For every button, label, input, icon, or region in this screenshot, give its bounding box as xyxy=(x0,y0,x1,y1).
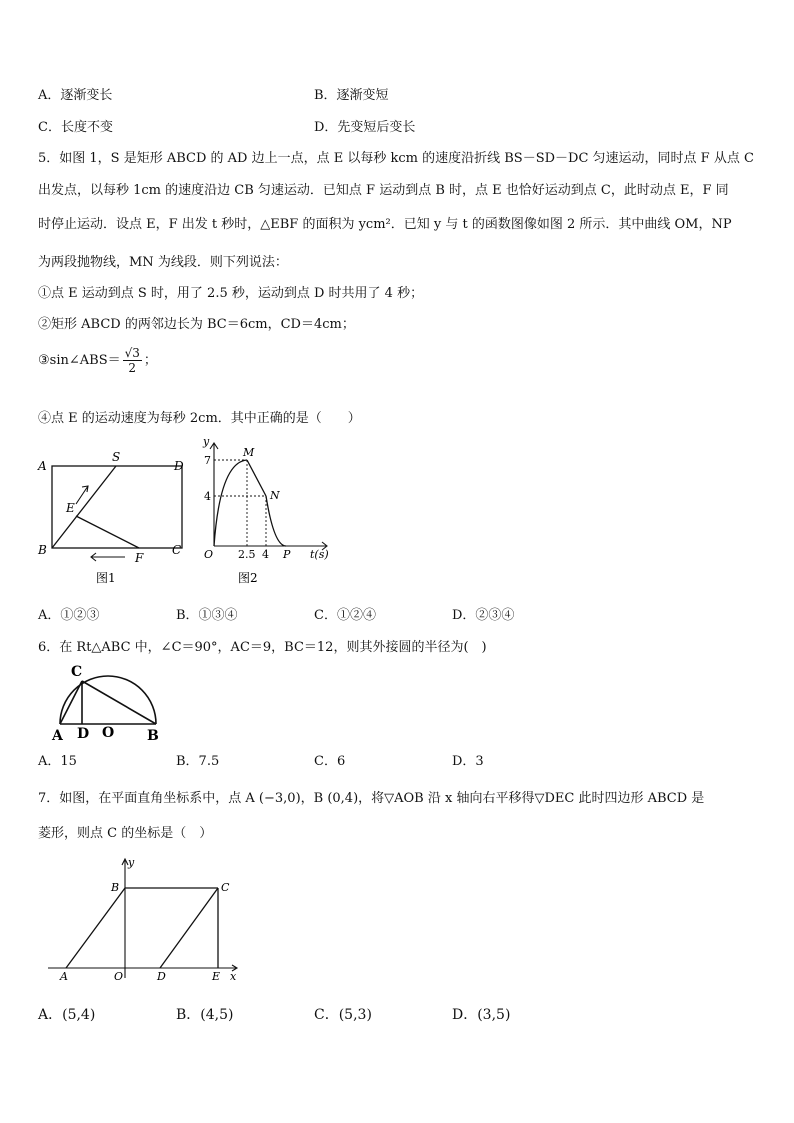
q5-option-c: C．①②④ xyxy=(314,608,376,623)
segment-mn xyxy=(247,460,266,496)
label-t: t(s) xyxy=(310,548,329,561)
q4-option-c: C．长度不变 xyxy=(38,120,113,135)
tick-7: 7 xyxy=(204,454,211,467)
q5-stem-line-2: 出发点，以每秒 1cm 的速度沿边 CB 匀速运动．已知点 F 运动到点 B 时，点 E 也恰好运动到点 C，此时动点 E，F 同 xyxy=(38,183,729,198)
q5-statement-2: ②矩形 ABCD 的两邻边长为 BC＝6cm，CD＝4cm； xyxy=(38,317,355,332)
label-m: M xyxy=(243,446,255,459)
q5-option-b: B．①③④ xyxy=(176,608,238,623)
label-y: y xyxy=(128,856,135,869)
q7-option-a: A．(5,4) xyxy=(38,1007,96,1023)
curve-np xyxy=(266,496,286,546)
q6-option-a: A．15 xyxy=(38,754,77,769)
q7-option-c: C．(5,3) xyxy=(314,1007,372,1023)
label-x: x xyxy=(230,970,237,983)
q4-option-d: D．先变短后变长 xyxy=(314,120,416,135)
sqrt3-over-2-fraction xyxy=(123,346,142,375)
q5-stem-line-4: 为两段抛物线，MN 为线段．则下列说法： xyxy=(38,255,288,270)
q5-option-d: D．②③④ xyxy=(452,608,515,623)
q5-statement-3-suffix: ； xyxy=(143,353,157,368)
q6-stem: 6．在 Rt△ABC 中，∠C＝90°，AC＝9，BC＝12，则其外接圆的半径为( ) xyxy=(38,640,487,655)
q5-figure-1 xyxy=(34,446,194,592)
q7-figure xyxy=(40,854,250,984)
q5-statement-4: ④点 E 的运动速度为每秒 2cm．其中正确的是（ ） xyxy=(38,411,361,426)
segment-ef xyxy=(76,516,139,548)
q5-statement-1: ①点 E 运动到点 S 时，用了 2.5 秒，运动到点 D 时共用了 4 秒； xyxy=(38,286,424,301)
label-f: F xyxy=(135,551,144,565)
segment-ac xyxy=(60,681,82,724)
label-c: C xyxy=(221,881,230,894)
q4-option-b: B．逐渐变短 xyxy=(314,88,389,103)
curve-om xyxy=(214,460,247,546)
q6-option-c: C．6 xyxy=(314,754,346,769)
label-a: A xyxy=(60,970,68,983)
q5-statement-3-prefix: ③sin∠ABS＝ xyxy=(38,353,121,368)
q7-option-d: D．(3,5) xyxy=(452,1007,511,1023)
label-o: O xyxy=(102,725,115,741)
label-s: S xyxy=(112,450,121,464)
segment-bs xyxy=(52,466,116,548)
q7-stem-line-2: 菱形，则点 C 的坐标是（ ） xyxy=(38,826,213,841)
label-a: A xyxy=(38,459,47,473)
q5-figure-2 xyxy=(194,434,344,592)
arrow-up-icon xyxy=(76,486,88,504)
label-e: E xyxy=(66,501,75,515)
q6-figure xyxy=(46,660,166,742)
q6-option-d: D．3 xyxy=(452,754,484,769)
fraction-numerator: √3 xyxy=(124,346,140,360)
semicircle-arc xyxy=(60,676,156,724)
q5-option-a: A．①②③ xyxy=(38,608,100,623)
segment-dc xyxy=(160,888,218,968)
label-c: C xyxy=(172,543,182,557)
segment-cb xyxy=(82,681,156,724)
segment-ab xyxy=(66,888,125,968)
label-n: N xyxy=(270,489,280,502)
label-c: C xyxy=(71,664,83,680)
q5-statement-3 xyxy=(38,346,157,375)
figure-2-caption: 图2 xyxy=(238,571,258,585)
q7-option-b: B．(4,5) xyxy=(176,1007,234,1023)
figure-1-caption: 图1 xyxy=(96,571,116,585)
label-o: O xyxy=(204,548,214,561)
tick-t-4: 4 xyxy=(262,548,269,561)
q4-option-a: A．逐渐变长 xyxy=(38,88,113,103)
label-b: B xyxy=(38,543,47,557)
label-y: y xyxy=(203,435,210,448)
fraction-denominator: 2 xyxy=(128,361,137,375)
label-d: D xyxy=(174,459,184,473)
label-p: P xyxy=(283,548,291,561)
q5-stem-line-1: 5．如图 1，S 是矩形 ABCD 的 AD 边上一点，点 E 以每秒 kcm 的速度沿折线 BS－SD－DC 匀速运动，同时点 F 从点 C xyxy=(38,151,754,166)
tick-4: 4 xyxy=(204,490,211,503)
label-e: E xyxy=(212,970,221,983)
tick-2-5: 2.5 xyxy=(238,548,256,561)
label-b: B xyxy=(111,881,120,894)
q7-stem-line-1: 7．如图，在平面直角坐标系中，点 A (−3,0)，B (0,4)，将▽AOB 沿 x 轴向右平移得▽DEC 此时四边形 ABCD 是 xyxy=(38,791,705,806)
label-a: A xyxy=(52,728,63,742)
q6-option-b: B．7.5 xyxy=(176,754,220,769)
label-d: D xyxy=(157,970,166,983)
q5-stem-line-3: 时停止运动．设点 E，F 出发 t 秒时，△EBF 的面积为 ycm²．已知 y 与 t 的函数图像如图 2 所示．其中曲线 OM，NP xyxy=(38,217,732,232)
label-d: D xyxy=(77,726,90,742)
label-b: B xyxy=(147,728,159,742)
label-o: O xyxy=(114,970,124,983)
